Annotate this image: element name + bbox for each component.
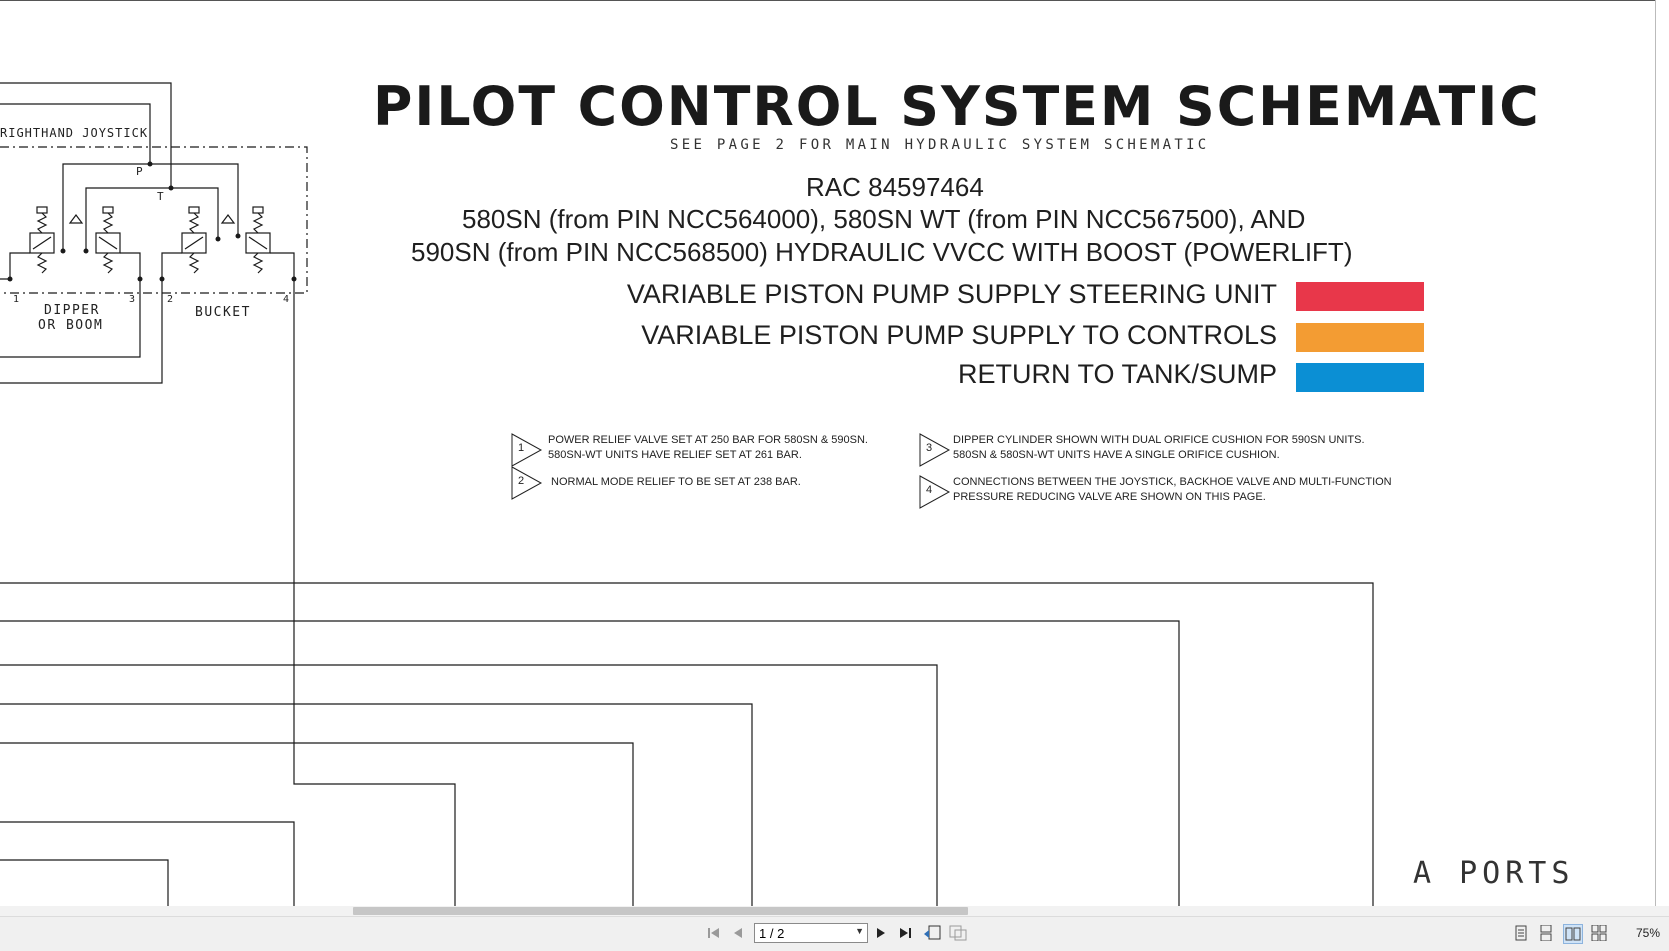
- zoom-level[interactable]: 75%: [1636, 926, 1661, 940]
- vertical-scrollbar[interactable]: [1655, 0, 1669, 906]
- note-4-triangle: [919, 475, 951, 509]
- single-page-view-button[interactable]: [1512, 924, 1530, 942]
- subtitle: SEE PAGE 2 FOR MAIN HYDRAULIC SYSTEM SCHEMATIC: [670, 137, 1210, 153]
- previous-page-icon: [733, 927, 743, 939]
- page-title: PILOT CONTROL SYSTEM SCHEMATIC: [373, 75, 1541, 138]
- continuous-view-button[interactable]: [1537, 924, 1555, 942]
- horizontal-scrollbar-thumb[interactable]: [353, 907, 968, 915]
- note-3-number: 3: [926, 442, 933, 454]
- dipper-label: DIPPER: [44, 303, 100, 318]
- page-indicator: 1 / 2: [759, 925, 785, 941]
- go-back-view-icon: [923, 925, 941, 941]
- note-4-text-line-2: PRESSURE REDUCING VALVE ARE SHOWN ON THIS PAGE.: [953, 491, 1266, 503]
- two-page-icon: [1565, 927, 1581, 941]
- last-page-button[interactable]: [896, 923, 916, 943]
- first-page-icon: [707, 927, 721, 939]
- legend-label-steering: VARIABLE PISTON PUMP SUPPLY STEERING UNIT: [626, 279, 1277, 309]
- note-2-text-line-1: NORMAL MODE RELIEF TO BE SET AT 238 BAR.: [551, 476, 801, 488]
- note-4-text-line-1: CONNECTIONS BETWEEN THE JOYSTICK, BACKHOE VALVE AND MULTI-FUNCTION: [953, 476, 1392, 488]
- models-line-2: 590SN (from PIN NCC568500) HYDRAULIC VVCC WITH BOOST (POWERLIFT): [411, 237, 1353, 267]
- dipper-label-2: OR BOOM: [38, 318, 104, 333]
- legend-label-controls: VARIABLE PISTON PUMP SUPPLY TO CONTROLS: [641, 320, 1277, 350]
- legend-label-return: RETURN TO TANK/SUMP: [957, 359, 1277, 389]
- note-3-text-line-2: 580SN & 580SN-WT UNITS HAVE A SINGLE ORIFICE CUSHION.: [953, 449, 1280, 461]
- status-bar: [0, 916, 1669, 951]
- last-page-icon: [899, 927, 913, 939]
- rac-number: RAC 84597464: [806, 172, 984, 202]
- next-page-button[interactable]: [871, 923, 891, 943]
- previous-page-button[interactable]: [728, 923, 748, 943]
- note-3-triangle: [919, 433, 951, 467]
- note-1-text-line-2: 580SN-WT UNITS HAVE RELIEF SET AT 261 BAR.: [548, 449, 802, 461]
- legend-swatch-steering: [1296, 282, 1424, 311]
- note-2-triangle: [511, 466, 543, 500]
- go-forward-view-button[interactable]: [948, 923, 968, 943]
- note-1-triangle: [511, 433, 543, 467]
- next-page-icon: [876, 927, 886, 939]
- port-3-label: 3: [129, 294, 136, 305]
- page-number-input[interactable]: [754, 923, 868, 943]
- note-4-number: 4: [926, 484, 933, 496]
- port-2-label: 2: [167, 294, 174, 305]
- a-ports-label: A PORTS: [1413, 856, 1575, 891]
- port-p-label: P: [136, 165, 143, 178]
- port-t-label: T: [157, 190, 164, 203]
- models-line-1: 580SN (from PIN NCC564000), 580SN WT (from PIN NCC567500), AND: [462, 204, 1306, 234]
- note-1-text-line-1: POWER RELIEF VALVE SET AT 250 BAR FOR 580SN & 590SN.: [548, 434, 868, 446]
- continuous-page-icon: [1539, 925, 1553, 941]
- legend-swatch-return: [1296, 363, 1424, 392]
- go-back-view-button[interactable]: [922, 923, 942, 943]
- two-page-view-button[interactable]: [1563, 924, 1583, 944]
- legend-swatch-controls: [1296, 323, 1424, 352]
- joystick-label: RIGHTHAND JOYSTICK: [0, 126, 149, 140]
- port-4-label: 4: [283, 294, 290, 305]
- note-2-number: 2: [518, 475, 525, 487]
- page-dropdown-icon[interactable]: ▼: [855, 926, 864, 936]
- two-page-continuous-view-button[interactable]: [1590, 924, 1608, 942]
- first-page-button[interactable]: [704, 923, 724, 943]
- note-1-number: 1: [518, 442, 525, 454]
- single-page-icon: [1514, 925, 1528, 941]
- go-forward-view-icon: [949, 925, 967, 941]
- note-3-text-line-1: DIPPER CYLINDER SHOWN WITH DUAL ORIFICE CUSHION FOR 590SN UNITS.: [953, 434, 1365, 446]
- port-1-label: 1: [13, 294, 20, 305]
- two-page-continuous-icon: [1591, 925, 1607, 941]
- bucket-label: BUCKET: [195, 305, 251, 320]
